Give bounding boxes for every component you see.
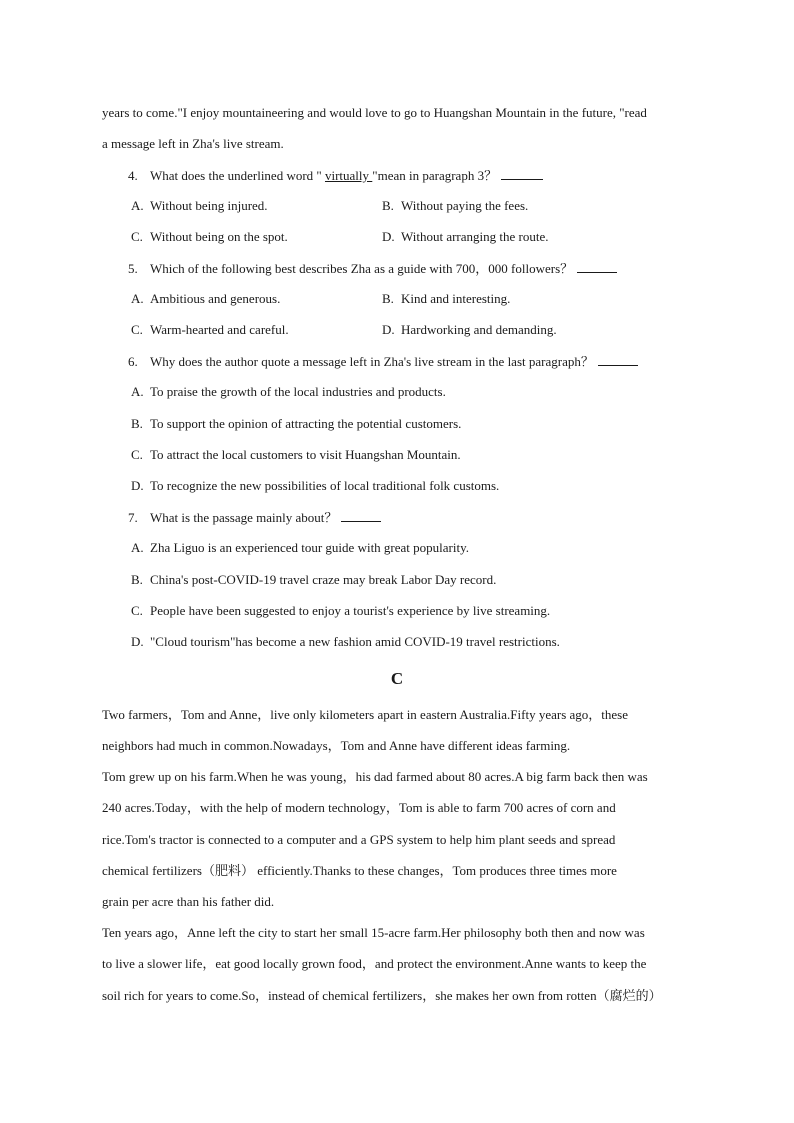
passage-line: rice.Tom's tractor is connected to a computer and a GPS system to help him plant seeds and spread <box>102 832 616 847</box>
option-text: Zha Liguo is an experienced tour guide with great popularity. <box>150 540 470 555</box>
underlined-word: virtually <box>324 168 373 183</box>
option-4a[interactable] <box>131 198 268 214</box>
passage-line: Tom grew up on his farm.When he was young，his dad farmed about 80 acres.A big farm back then was <box>102 769 648 784</box>
option-4b[interactable] <box>382 198 528 214</box>
answer-blank[interactable] <box>501 167 543 180</box>
option-text: Without being on the spot. <box>150 229 288 244</box>
option-6b[interactable] <box>131 416 461 432</box>
option-label: A. <box>131 198 144 213</box>
option-text: People have been suggested to enjoy a tourist's experience by live streaming. <box>150 603 551 618</box>
question-text-before: What does the underlined word " <box>150 168 325 183</box>
option-label: D. <box>382 322 395 337</box>
option-text: To attract the local customers to visit Huangshan Mountain. <box>150 447 461 462</box>
option-4c[interactable] <box>131 229 288 245</box>
option-text: "Cloud tourism"has become a new fashion amid COVID-19 travel restrictions. <box>150 634 560 649</box>
option-text: China's post-COVID-19 travel craze may break Labor Day record. <box>150 572 497 587</box>
option-5b[interactable] <box>382 291 510 307</box>
option-6c[interactable] <box>131 447 461 463</box>
question-number: 5. <box>128 261 138 276</box>
intro-line-2: a message left in Zha's live stream. <box>102 136 284 151</box>
answer-blank[interactable] <box>577 260 617 273</box>
option-label: A. <box>131 384 144 399</box>
option-text: To recognize the new possibilities of local traditional folk customs. <box>150 478 500 493</box>
passage-line: soil rich for years to come.So，instead of chemical fertilizers，she makes her own from rotten（腐烂的） <box>102 988 662 1003</box>
option-label: B. <box>131 572 143 587</box>
passage-line: 240 acres.Today，with the help of modern technology，Tom is able to farm 700 acres of corn and <box>102 800 616 815</box>
option-text: Ambitious and generous. <box>150 291 281 306</box>
option-text: To support the opinion of attracting the potential customers. <box>150 416 462 431</box>
answer-blank[interactable] <box>598 353 638 366</box>
question-6 <box>128 353 638 370</box>
option-text: Hardworking and demanding. <box>401 322 557 337</box>
passage-line: Two farmers，Tom and Anne，live only kilometers apart in eastern Australia.Fifty years ago，these <box>102 707 628 722</box>
option-label: A. <box>131 540 144 555</box>
option-6a[interactable] <box>131 384 446 400</box>
option-7c[interactable] <box>131 603 550 619</box>
question-7 <box>128 509 381 526</box>
question-number: 4. <box>128 168 138 183</box>
question-text-after: "mean in paragraph 3？ <box>372 168 498 183</box>
option-label: C. <box>131 322 143 337</box>
question-4 <box>128 167 543 184</box>
passage-line: to live a slower life，eat good locally grown food，and protect the environment.Anne wants to keep the <box>102 956 647 971</box>
question-text: Which of the following best describes Zha as a guide with 700，000 followers？ <box>150 261 574 276</box>
option-text: Kind and interesting. <box>401 291 511 306</box>
option-text: Warm-hearted and careful. <box>150 322 289 337</box>
passage-line: Ten years ago，Anne left the city to start her small 15-acre farm.Her philosophy both then and now was <box>102 925 645 940</box>
question-number: 7. <box>128 510 138 525</box>
option-label: B. <box>382 198 394 213</box>
option-label: C. <box>131 447 143 462</box>
answer-blank[interactable] <box>341 509 381 522</box>
option-6d[interactable] <box>131 478 499 494</box>
question-text: Why does the author quote a message left in Zha's live stream in the last paragraph？ <box>150 354 594 369</box>
option-5a[interactable] <box>131 291 280 307</box>
option-text: Without paying the fees. <box>401 198 529 213</box>
option-label: D. <box>131 634 144 649</box>
section-heading: C <box>390 669 404 688</box>
option-label: D. <box>382 229 395 244</box>
option-text: Without arranging the route. <box>401 229 549 244</box>
option-label: D. <box>131 478 144 493</box>
option-7d[interactable] <box>131 634 560 650</box>
option-4d[interactable] <box>382 229 549 245</box>
question-number: 6. <box>128 354 138 369</box>
passage-line: chemical fertilizers（肥料） efficiently.Thanks to these changes，Tom produces three times more <box>102 863 617 878</box>
option-label: C. <box>131 229 143 244</box>
option-text: Without being injured. <box>150 198 268 213</box>
passage-line: neighbors had much in common.Nowadays，Tom and Anne have different ideas farming. <box>102 738 571 753</box>
intro-line-1: years to come."I enjoy mountaineering and would love to go to Huangshan Mountain in the future, "read <box>102 105 647 120</box>
option-7b[interactable] <box>131 572 496 588</box>
option-label: C. <box>131 603 143 618</box>
question-text: What is the passage mainly about？ <box>150 510 338 525</box>
option-7a[interactable] <box>131 540 469 556</box>
option-5c[interactable] <box>131 322 289 338</box>
option-label: A. <box>131 291 144 306</box>
option-text: To praise the growth of the local industries and products. <box>150 384 446 399</box>
option-5d[interactable] <box>382 322 557 338</box>
option-label: B. <box>382 291 394 306</box>
option-label: B. <box>131 416 143 431</box>
question-5 <box>128 260 617 277</box>
passage-line: grain per acre than his father did. <box>102 894 275 909</box>
